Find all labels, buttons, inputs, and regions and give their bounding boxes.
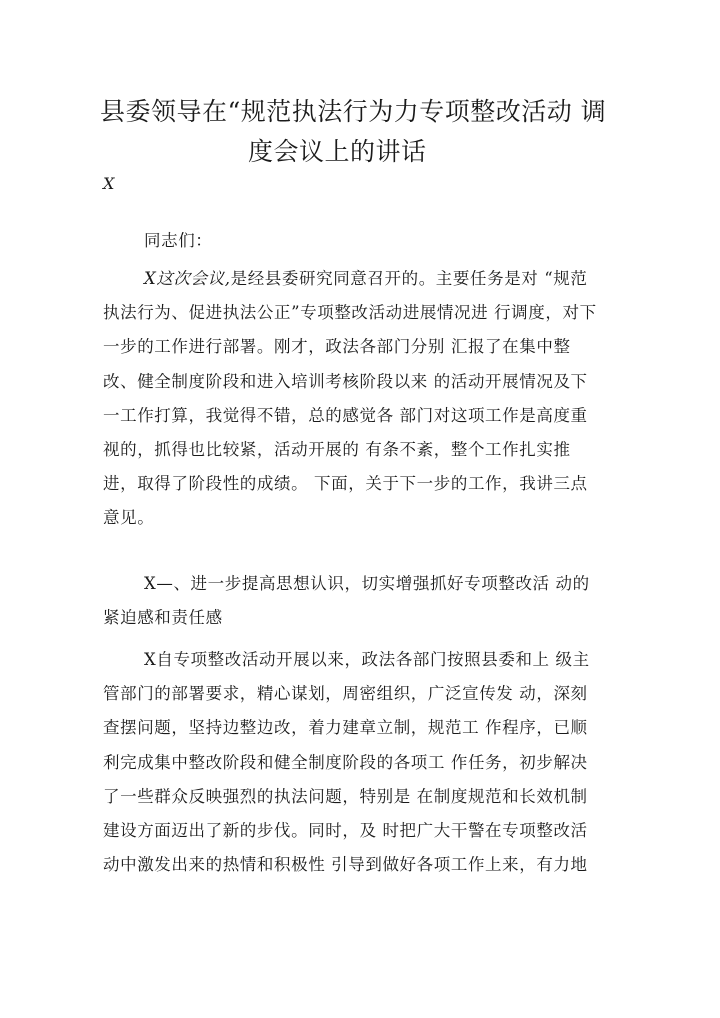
paragraph-opening-lead: X这次会议, — [144, 269, 231, 288]
paragraph-opening-text: 是经县委研究同意召开的。主要任务是对 “规范执法行为、促进执法公正”专项整改活动进展情况进 行调度，对下一步的工作进行部署。刚才，政法各部门分别 汇报了在集中整改、健全制度阶段和进入培训考核阶段以来 的活动开展情况及下一工作打算，我觉得不错，总的感觉各 部门对这项工作是高度重视的，抓得也比较紧，活动开展的 有条不紊，整个工作扎实推进，取得了阶段性的成绩。 下面，关于下一步的工作，我讲三点意见。 — [103, 269, 597, 528]
section-heading-1: X—、进一步提高思想认识，切实增强抓好专项整改活 动的紧迫感和责任感 — [103, 574, 590, 628]
section-marker: X — [103, 174, 115, 193]
document-title — [100, 92, 620, 172]
document-title-line-1: 县委领导在“规范执法行为力专项整改活动 调 — [100, 97, 607, 126]
paragraph-opening — [103, 262, 603, 536]
paragraph-section-1: X自专项整改活动开展以来，政法各部门按照县委和上 级主管部门的部署要求，精心谋划，周密组织，广泛宣传发 动，深刻查摆问题，坚持边整边改，着力建章立制，规范工 作程序，已顺利完成集中整改阶段和健全制度阶段的各项工 作任务，初步解决了一些群众反映强烈的执法问题，特别是 在制度规范和长效机制建设方面迈出了新的步伐。同时，及 时把广大干警在专项整改活动中激发出来的热情和积极性 引导到做好各项工作上来，有力地 — [103, 650, 590, 875]
document-title-line-2: 度会议上的讲话 — [248, 137, 427, 166]
salutation: 同志们： — [144, 231, 213, 250]
